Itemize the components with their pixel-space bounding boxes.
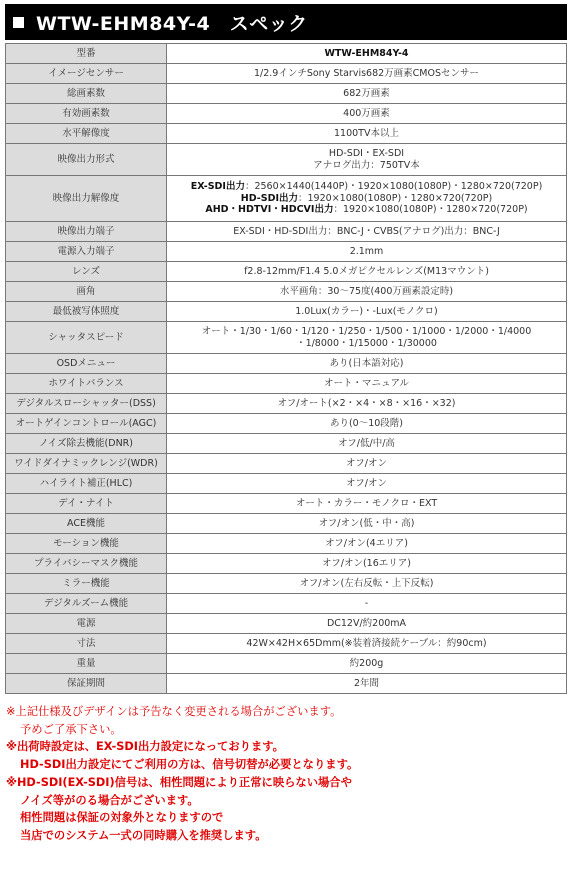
spec-value-line-head: EX-SDI出力: [190, 180, 245, 192]
spec-label: ミラー機能: [6, 574, 167, 594]
spec-value-text: DC12V/約200mA: [326, 617, 407, 629]
spec-value-text: f2.8-12mm/F1.4 5.0メガピクセルレンズ(M13マウント): [244, 265, 489, 277]
spec-value-line-tail: ：1920×1080(1080P)・1280×720(720P): [298, 192, 493, 204]
spec-row: [6, 282, 567, 302]
spec-row: [6, 434, 567, 454]
spec-value-text: 約200g: [349, 657, 384, 669]
page-title: WTW-EHM84Y-4 スペック: [36, 12, 308, 35]
spec-label: 映像出力解像度: [6, 176, 167, 222]
spec-row: [6, 514, 567, 534]
note-line: 相性問題は保証の対象外となりますので: [20, 811, 224, 825]
spec-value: [167, 614, 567, 634]
note-line: ※出荷時設定は、EX-SDI出力設定になっております。: [6, 740, 284, 754]
spec-value-text: 2.1mm: [349, 245, 384, 257]
spec-label: プライバシーマスク機能: [6, 554, 167, 574]
spec-value-text: オフ/オート(×2・×4・×8・×16・×32): [277, 397, 456, 409]
spec-row: [6, 654, 567, 674]
spec-value-text: 1/2.9インチSony Starvis682万画素CMOSセンサー: [253, 67, 480, 79]
spec-value-text: オフ/低/中/高: [338, 437, 395, 449]
spec-value-text: 400万画素: [343, 107, 390, 119]
spec-value: [167, 594, 567, 614]
spec-row: [6, 614, 567, 634]
spec-label: 電源入力端子: [6, 242, 167, 262]
spec-value-text-line2: ・1/8000・1/15000・1/30000: [296, 337, 437, 349]
spec-row: [6, 124, 567, 144]
notes-section: [6, 703, 566, 845]
spec-value: [167, 454, 567, 474]
spec-row: [6, 222, 567, 242]
spec-row: [6, 394, 567, 414]
spec-row: [6, 414, 567, 434]
spec-label: 寸法: [6, 634, 167, 654]
spec-value: [167, 322, 567, 354]
spec-label: ノイズ除去機能(DNR): [6, 434, 167, 454]
spec-value: [167, 434, 567, 454]
spec-label: OSDメニュー: [6, 354, 167, 374]
spec-title-bar: [5, 4, 567, 40]
spec-row: [6, 144, 567, 176]
spec-value-text: オフ/オン(16エリア): [322, 557, 411, 569]
spec-row: [6, 554, 567, 574]
square-bullet-icon: [13, 17, 24, 28]
spec-value-text: オフ/オン: [346, 477, 387, 489]
spec-value: [167, 222, 567, 242]
spec-label: 総画素数: [6, 84, 167, 104]
spec-label: ハイライト補正(HLC): [6, 474, 167, 494]
spec-row: [6, 534, 567, 554]
spec-value-text: 1100TV本以上: [334, 127, 399, 139]
note-line: 当店でのシステム一式の同時購入を推奨します。: [20, 828, 267, 842]
spec-label: オートゲインコントロール(AGC): [6, 414, 167, 434]
spec-value-text: 42W×42H×65Dmm(※装着済接続ケーブル：約90cm): [246, 637, 487, 649]
spec-value-line: [170, 204, 563, 216]
spec-row: [6, 64, 567, 84]
spec-value: [167, 282, 567, 302]
spec-value-text: WTW-EHM84Y-4: [324, 47, 409, 59]
spec-value: [167, 514, 567, 534]
note-line: ノイズ等がのる場合がございます。: [20, 793, 199, 807]
spec-label: 型番: [6, 44, 167, 64]
spec-value-line-tail: ：2560×1440(1440P)・1920×1080(1080P)・1280×720(720P): [244, 180, 543, 192]
spec-value: [167, 44, 567, 64]
spec-value: [167, 176, 567, 222]
spec-value: [167, 262, 567, 282]
spec-label: 保証期間: [6, 674, 167, 694]
spec-value-text: オフ/オン: [346, 457, 387, 469]
spec-label: ホワイトバランス: [6, 374, 167, 394]
spec-value-text: オート・カラー・モノクロ・EXT: [295, 497, 438, 509]
spec-value-text: 水平画角：30～75度(400万画素設定時): [279, 285, 454, 297]
note-line: ※上記仕様及びデザインは予告なく変更される場合がございます。: [6, 705, 342, 718]
spec-label: 映像出力形式: [6, 144, 167, 176]
spec-row: [6, 262, 567, 282]
spec-row: [6, 322, 567, 354]
spec-row: [6, 634, 567, 654]
spec-row: [6, 354, 567, 374]
spec-row: [6, 242, 567, 262]
spec-label: ACE機能: [6, 514, 167, 534]
spec-label: デジタルズーム機能: [6, 594, 167, 614]
spec-value-text-line2: アナログ出力：750TV本: [313, 159, 420, 171]
spec-value: [167, 554, 567, 574]
spec-value-text: オフ/オン(4エリア): [325, 537, 408, 549]
spec-label: デイ・ナイト: [6, 494, 167, 514]
spec-row: [6, 594, 567, 614]
spec-row: [6, 494, 567, 514]
spec-value-text: 682万画素: [343, 87, 390, 99]
spec-value-text: 2年間: [353, 677, 380, 689]
spec-label: イメージセンサー: [6, 64, 167, 84]
spec-value-line: [170, 181, 563, 193]
note-line: ※HD-SDI(EX-SDI)信号は、相性問題により正常に映らない場合や: [6, 775, 352, 789]
spec-label: レンズ: [6, 262, 167, 282]
spec-value-line-head: AHD・HDTVI・HDCVI出力: [205, 204, 334, 216]
spec-value-text: オート・1/30・1/60・1/120・1/250・1/500・1/1000・1/2000・1/4000: [201, 325, 532, 337]
spec-label: 画角: [6, 282, 167, 302]
spec-label: 重量: [6, 654, 167, 674]
spec-label: ワイドダイナミックレンジ(WDR): [6, 454, 167, 474]
spec-value-text: -: [364, 597, 369, 609]
spec-table: [5, 43, 567, 694]
spec-value: [167, 64, 567, 84]
spec-value-text: オフ/オン(左右反転・上下反転): [299, 577, 434, 589]
spec-label: 水平解像度: [6, 124, 167, 144]
spec-row: [6, 474, 567, 494]
spec-value-text: 1.0Lux(カラー)・-Lux(モノクロ): [295, 305, 438, 317]
spec-value-text: あり(日本語対応): [329, 357, 404, 369]
spec-value-text: オフ/オン(低・中・高): [318, 517, 415, 529]
spec-value: [167, 354, 567, 374]
spec-value: [167, 574, 567, 594]
spec-value: [167, 374, 567, 394]
spec-label: デジタルスローシャッター(DSS): [6, 394, 167, 414]
note-line: HD-SDI出力設定にてご利用の方は、信号切替が必要となります。: [20, 758, 359, 772]
spec-value: [167, 242, 567, 262]
spec-value: [167, 494, 567, 514]
spec-value: [167, 654, 567, 674]
spec-label: 最低被写体照度: [6, 302, 167, 322]
spec-row: [6, 302, 567, 322]
spec-value: [167, 414, 567, 434]
spec-row: [6, 44, 567, 64]
spec-value: [167, 674, 567, 694]
spec-value: [167, 84, 567, 104]
spec-row: [6, 454, 567, 474]
spec-label: 映像出力端子: [6, 222, 167, 242]
spec-value-text: あり(0～10段階): [329, 417, 404, 429]
spec-value-line-tail: ：1920×1080(1080P)・1280×720(720P): [333, 204, 528, 216]
spec-row: [6, 104, 567, 124]
spec-value-line: [170, 193, 563, 205]
spec-label: 有効画素数: [6, 104, 167, 124]
spec-row: [6, 574, 567, 594]
spec-value-text: HD-SDI・EX-SDI: [328, 147, 405, 159]
spec-value: [167, 302, 567, 322]
spec-value-line-head: HD-SDI出力: [240, 192, 299, 204]
spec-value: [167, 144, 567, 176]
spec-value: [167, 124, 567, 144]
spec-label: シャッタスピード: [6, 322, 167, 354]
spec-value: [167, 394, 567, 414]
spec-value: [167, 474, 567, 494]
spec-value: [167, 534, 567, 554]
note-line: 予めご了承下さい。: [20, 722, 122, 736]
spec-row: [6, 674, 567, 694]
spec-value: [167, 634, 567, 654]
spec-label: 電源: [6, 614, 167, 634]
spec-row: [6, 374, 567, 394]
spec-label: モーション機能: [6, 534, 167, 554]
spec-row: [6, 176, 567, 222]
spec-row: [6, 84, 567, 104]
spec-value-text: EX-SDI・HD-SDI出力：BNC-J・CVBS(アナログ)出力：BNC-J: [233, 225, 500, 237]
spec-value: [167, 104, 567, 124]
spec-value-text: オート・マニュアル: [323, 377, 410, 389]
